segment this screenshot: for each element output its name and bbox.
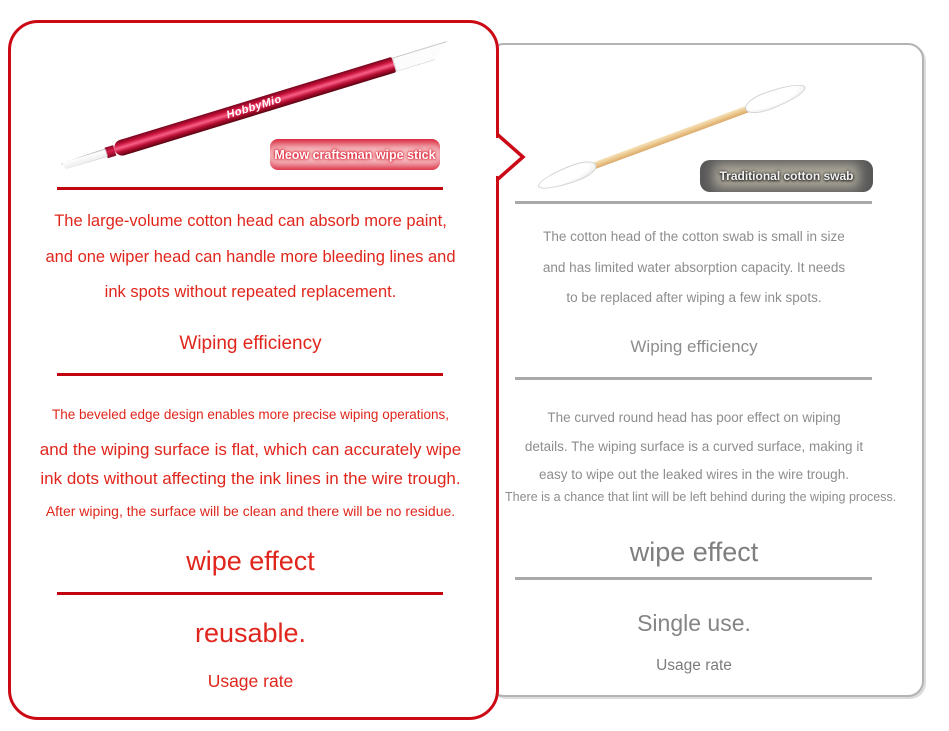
left-usage-title: Usage rate	[207, 671, 294, 691]
divider	[515, 577, 872, 580]
wipe-stick-tag	[270, 139, 440, 170]
right-effect-line: easy to wipe out the leaked wires in the wire trough.	[539, 467, 849, 482]
right-efficiency-line: to be replaced after wiping a few ink spots.	[566, 290, 822, 305]
left-efficiency-line: and one wiper head can handle more bleeding lines and	[45, 248, 456, 266]
cotton-swab-tag-label: Traditional cotton swab	[719, 169, 854, 183]
speech-pointer-icon	[495, 133, 529, 181]
cotton-swab-tag	[700, 160, 873, 192]
left-efficiency-line: ink spots without repeated replacement.	[104, 283, 397, 301]
traditional-swab-panel	[488, 43, 924, 697]
left-usage-value: reusable.	[194, 618, 307, 648]
divider	[515, 201, 872, 204]
right-efficiency-line: The cotton head of the cotton swab is small in size	[543, 229, 845, 244]
divider	[515, 377, 872, 380]
right-efficiency-line: and has limited water absorption capacity. It needs	[542, 260, 846, 275]
brand-logo-text: HobbyMio	[225, 93, 284, 122]
divider	[57, 187, 443, 190]
left-efficiency-title: Wiping efficiency	[179, 333, 322, 354]
right-effect-title: wipe effect	[629, 537, 759, 567]
right-effect-line: There is a chance that lint will be left behind during the wiping process.	[505, 490, 897, 504]
right-usage-title: Usage rate	[656, 657, 732, 674]
right-efficiency-title: Wiping efficiency	[630, 337, 758, 356]
right-effect-line: details. The wiping surface is a curved surface, making it	[524, 439, 864, 454]
left-effect-line: and the wiping surface is flat, which can accurately wipe	[39, 440, 462, 459]
right-effect-line: The curved round head has poor effect on wiping	[547, 410, 841, 425]
wipe-stick-panel	[8, 20, 499, 720]
left-effect-line: The beveled edge design enables more precise wiping operations,	[51, 407, 449, 422]
divider	[57, 373, 443, 376]
left-effect-line: ink dots without affecting the ink lines in the wire trough.	[40, 469, 461, 488]
wipe-stick-tag-label: Meow craftsman wipe stick	[274, 147, 436, 162]
divider	[57, 592, 443, 595]
right-usage-value: Single use.	[637, 610, 751, 636]
left-effect-title: wipe effect	[186, 546, 315, 576]
left-effect-line: After wiping, the surface will be clean and there will be no residue.	[45, 503, 456, 519]
left-efficiency-line: The large-volume cotton head can absorb more paint,	[54, 212, 447, 230]
